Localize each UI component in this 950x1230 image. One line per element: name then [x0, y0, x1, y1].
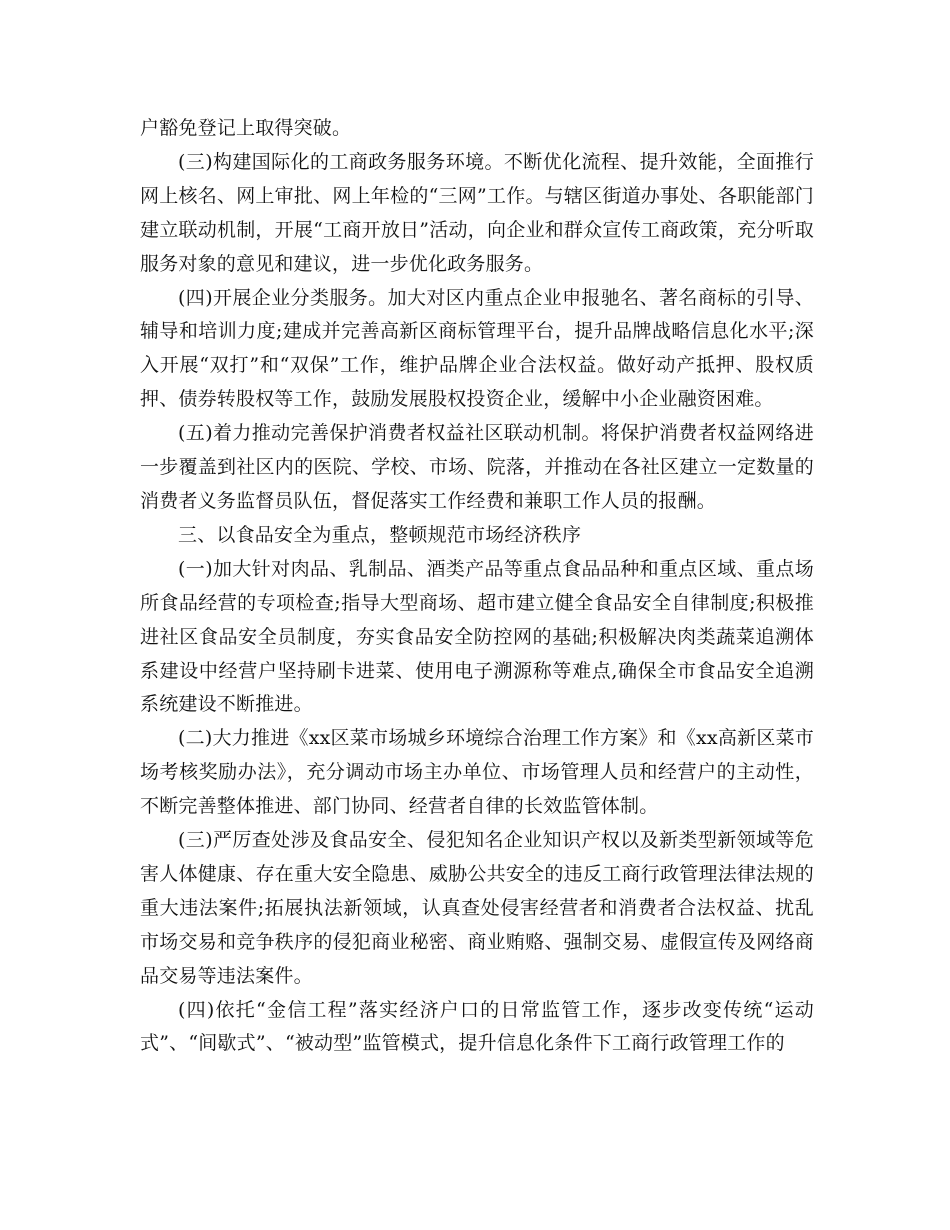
paragraph-market-governance: (二)大力推进《xx区菜市场城乡环境综合治理工作方案》和《xx高新区菜市场考核奖励办法》，充分调动市场主办单位、市场管理人员和经营户的主动性，不断完善整体推进、部门协同、经营者自律的长效监管体制。: [140, 727, 814, 818]
paragraph-enterprise-classification: (四)开展企业分类服务。加大对区内重点企业申报驰名、著名商标的引导、辅导和培训力度;建成并完善高新区商标管理平台，提升品牌战略信息化水平;深入开展“双打”和“双保”工作，维护品牌企业合法权益。做好动产抵押、股权质押、债券转股权等工作，鼓励发展股权投资企业，缓解中小企业融资困难。: [140, 286, 814, 411]
paragraph-international-service: (三)构建国际化的工商政务服务环境。不断优化流程、提升效能，全面推行网上核名、网上审批、网上年检的“三网”工作。与辖区街道办事处、各职能部门建立联动机制，开展“工商开放日”活动，向企业和群众宣传工商政策，充分听取服务对象的意见和建议，进一步优化政务服务。: [140, 150, 814, 275]
paragraph-golden-credit: (四)依托“金信工程”落实经济户口的日常监管工作，逐步改变传统“运动式”、“间歇式”、“被动型”监管模式，提升信息化条件下工商行政管理工作的: [140, 998, 814, 1055]
paragraph-food-inspection: (一)加大针对肉品、乳制品、酒类产品等重点食品品种和重点区域、重点场所食品经营的专项检查;指导大型商场、超市建立健全食品安全自律制度;积极推进社区食品安全员制度，夯实食品安全防控网的基础;积极解决肉类蔬菜追溯体系建设中经营户坚持刷卡进菜、使用电子溯源称等难点,确保全市食品安全追溯系统建设不断推进。: [140, 557, 814, 716]
paragraph-consumer-rights: (五)着力推动完善保护消费者权益社区联动机制。将保护消费者权益网络进一步覆盖到社区内的医院、学校、市场、院落，并推动在各社区建立一定数量的消费者义务监督员队伍，督促落实工作经费和兼职工作人员的报酬。: [140, 422, 814, 512]
paragraph-law-enforcement: (三)严厉查处涉及食品安全、侵犯知名企业知识产权以及新类型新领域等危害人体健康、存在重大安全隐患、威胁公共安全的违反工商行政管理法律法规的重大违法案件;拓展执法新领域，认真查处侵害经营者和消费者合法权益、扰乱市场交易和竞争秩序的侵犯商业秘密、商业贿赂、强制交易、虚假宣传及网络商品交易等违法案件。: [140, 829, 814, 987]
section-heading-food-safety: 三、以食品安全为重点，整顿规范市场经济秩序: [178, 523, 582, 546]
paragraph-continuation: 户豁免登记上取得突破。: [140, 117, 352, 139]
